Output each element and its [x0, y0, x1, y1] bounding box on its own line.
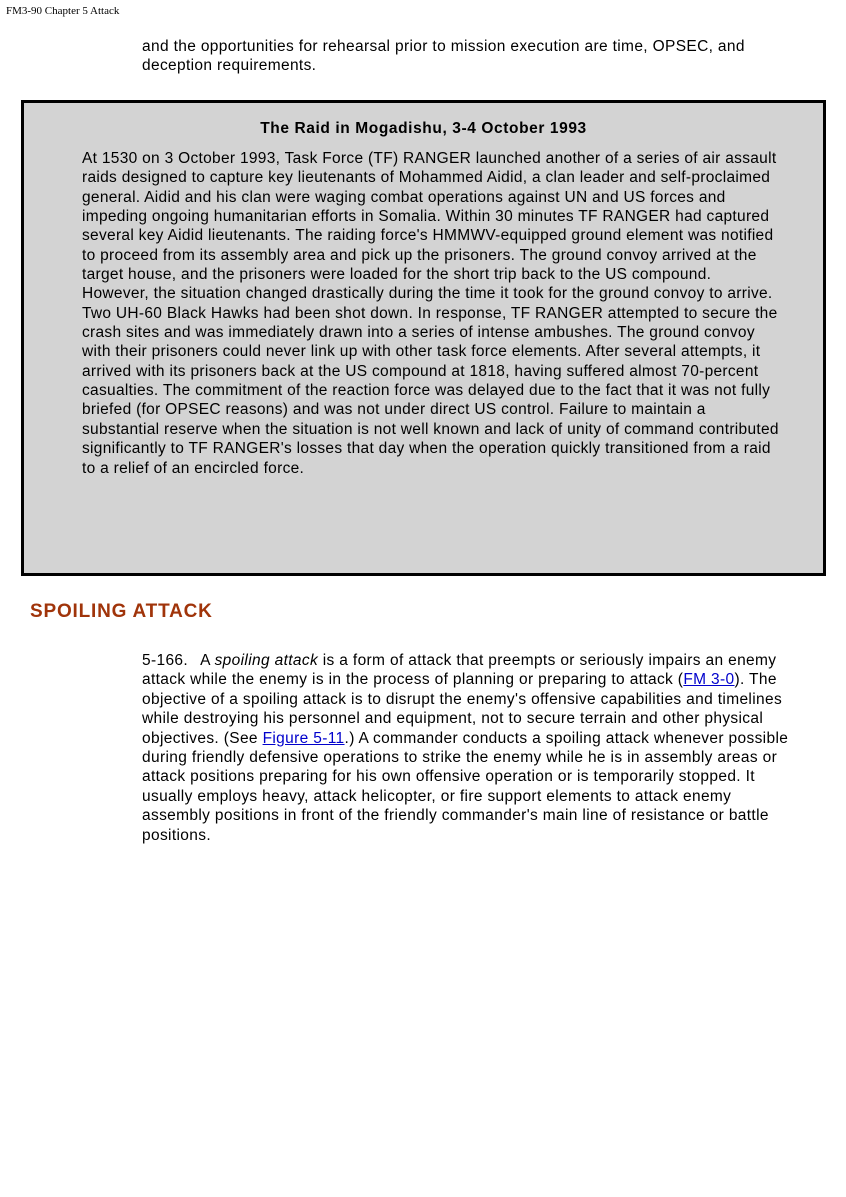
paragraph-lead: A: [200, 652, 210, 669]
paragraph-text-1: is a form of attack that preempts or seriously impairs an enemy attack while the enemy is in the process of planning or preparing to attack (: [142, 652, 777, 689]
section-heading: SPOILING ATTACK: [30, 601, 213, 622]
paragraph-text-2: ). The objective of a spoiling attack is to disrupt the enemy's offensive capabilities and timelines while destroying his personnel and equipment, not to secure terrain and other physical objectives. (See: [142, 671, 783, 747]
paragraph-text-3: .) A commander conducts a spoiling attack whenever possible during friendly defensive operations to strike the enemy while he is in assembly areas or attack positions preparing for his own offensive operation or is temporarily stopped. It usually employs heavy, attack helicopter, or fire support elements to attack enemy assembly positions in front of the friendly commander's main line of resistance or battle positions.: [142, 729, 789, 844]
paragraph-number: 5-166.: [142, 652, 189, 669]
vignette-body: At 1530 on 3 October 1993, Task Force (TF) RANGER launched another of a series of air assault raids designed to capture key lieutenants of Mohammed Aidid, a clan leader and self-proclaimed general. Aidid and his clan were waging combat operations against UN and US forces and impeding ongoing humanitarian efforts in Somalia. Within 30 minutes TF RANGER had captured several key Aidid lieutenants. The raiding force's HMMWV-equipped ground element was notified to proceed from its assembly area and pick up the prisoners. The ground convoy arrived at the target house, and the prisoners were loaded for the short trip back to the US compound. However, the situation changed drastically during the time it took for the ground convoy to arrive. Two UH-60 Black Hawks had been shot down. In response, TF RANGER attempted to secure the crash sites and was immediately drawn into a series of intense ambushes. The ground convoy with their prisoners could never link up with other task force elements. After several attempts, it arrived with its prisoners back at the US compound at 1818, having suffered almost 70-percent casualties. The commitment of the reaction force was delayed due to the fact that it was not fully briefed (for OPSEC reasons) and was not under direct US control. Failure to maintain a substantial reserve when the situation is not well known and lack of unity of command contributed significantly to TF RANGER's losses that day when the operation quickly transitioned from a raid to a relief of an encircled force.: [82, 150, 779, 477]
vignette-title: The Raid in Mogadishu, 3-4 October 1993: [260, 120, 587, 137]
defined-term: spoiling attack: [214, 652, 319, 669]
intro-paragraph: and the opportunities for rehearsal prior to mission execution are time, OPSEC, and deception requirements.: [142, 38, 745, 75]
figure-5-11-link[interactable]: Figure 5-11: [262, 729, 345, 747]
running-head: FM3-90 Chapter 5 Attack: [6, 5, 120, 17]
paragraph-5-166: [142, 651, 802, 845]
vignette-box: [21, 100, 826, 576]
fm-3-0-link[interactable]: FM 3-0: [683, 671, 735, 689]
